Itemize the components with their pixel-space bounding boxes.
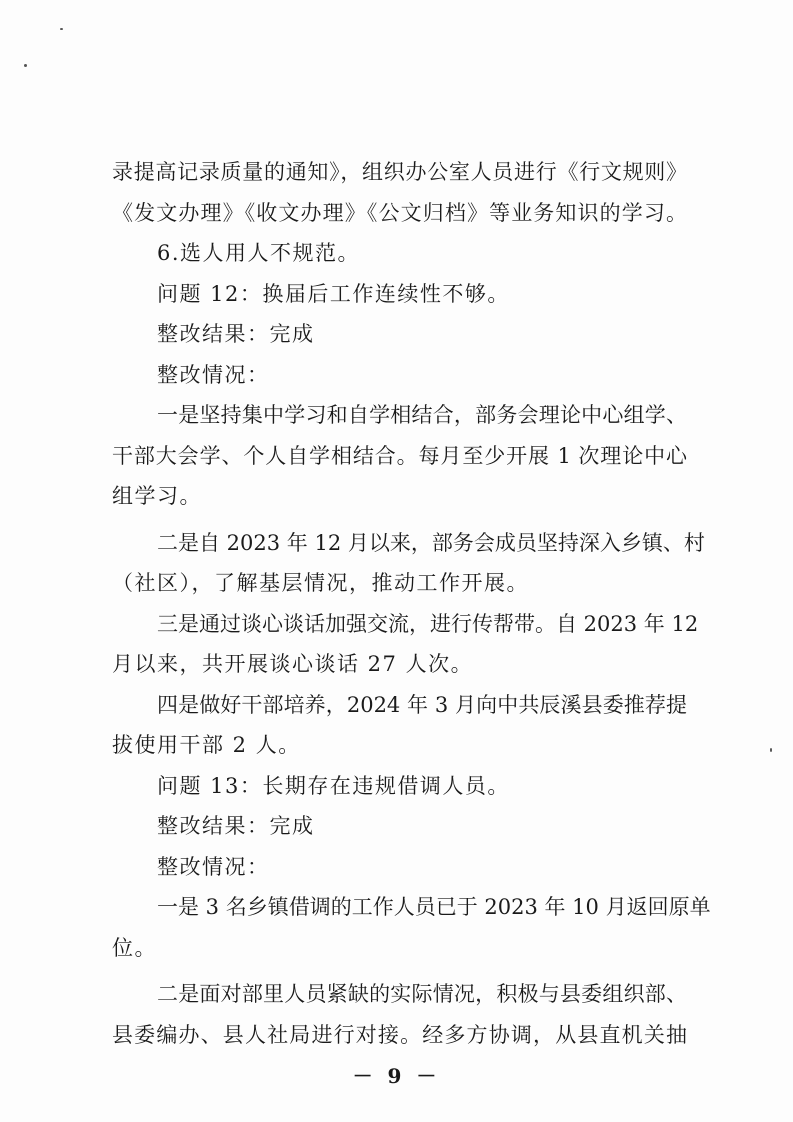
- paragraph-line: 三是通过谈心谈话加强交流，进行传帮带。自 2023 年 12: [157, 611, 699, 636]
- scan-speck: [24, 64, 27, 67]
- paragraph-line: 一是 3 名乡镇借调的工作人员已于 2023 年 10 月返回原单: [157, 895, 711, 919]
- paragraph-line: 组学习。: [112, 484, 202, 508]
- paragraph-line: 二是面对部里人员紧缺的实际情况，积极与县委组织部、: [157, 982, 687, 1006]
- paragraph-line: 拔使用干部 2 人。: [112, 733, 301, 757]
- paragraph-line: 位。: [112, 935, 157, 960]
- paragraph-line: 二是自 2023 年 12 月以来，部务会成员坚持深入乡镇、村: [157, 530, 705, 555]
- section-heading: 6.选人用人不规范。: [157, 241, 361, 265]
- paragraph-line: 月以来，共开展谈心谈话 27 人次。: [112, 652, 474, 676]
- paragraph-line: 《发文办理》《收文办理》《公文归档》等业务知识的学习。: [112, 200, 687, 225]
- document-body: [112, 152, 711, 1055]
- rectification-status-label: 整改情况：: [157, 854, 270, 879]
- scan-speck: [60, 28, 63, 30]
- paragraph-line: 四是做好干部培养，2024 年 3 月向中共辰溪县委推荐提: [157, 692, 687, 717]
- paragraph-line: 干部大会学、个人自学相结合。每月至少开展 1 次理论中心: [112, 443, 687, 468]
- issue-title: 问题 12：换届后工作连续性不够。: [157, 281, 510, 306]
- paragraph-line: 一是坚持集中学习和自学相结合，部务会理论中心组学、: [157, 403, 687, 427]
- issue-title: 问题 13：长期存在违规借调人员。: [157, 773, 510, 798]
- scan-speck: [770, 748, 772, 752]
- rectification-result: 整改结果：完成: [157, 322, 315, 346]
- rectification-status-label: 整改情况：: [157, 362, 270, 387]
- paragraph-line: 县委编办、县人社局进行对接。经多方协调，从县直机关抽: [112, 1022, 687, 1047]
- rectification-result: 整改结果：完成: [157, 814, 315, 838]
- paragraph-line: 录提高记录质量的通知》，组织办公室人员进行《行文规则》: [112, 160, 687, 184]
- page-number: － 9 －: [352, 1064, 441, 1088]
- paragraph-line: （社区），了解基层情况，推动工作开展。: [112, 571, 529, 595]
